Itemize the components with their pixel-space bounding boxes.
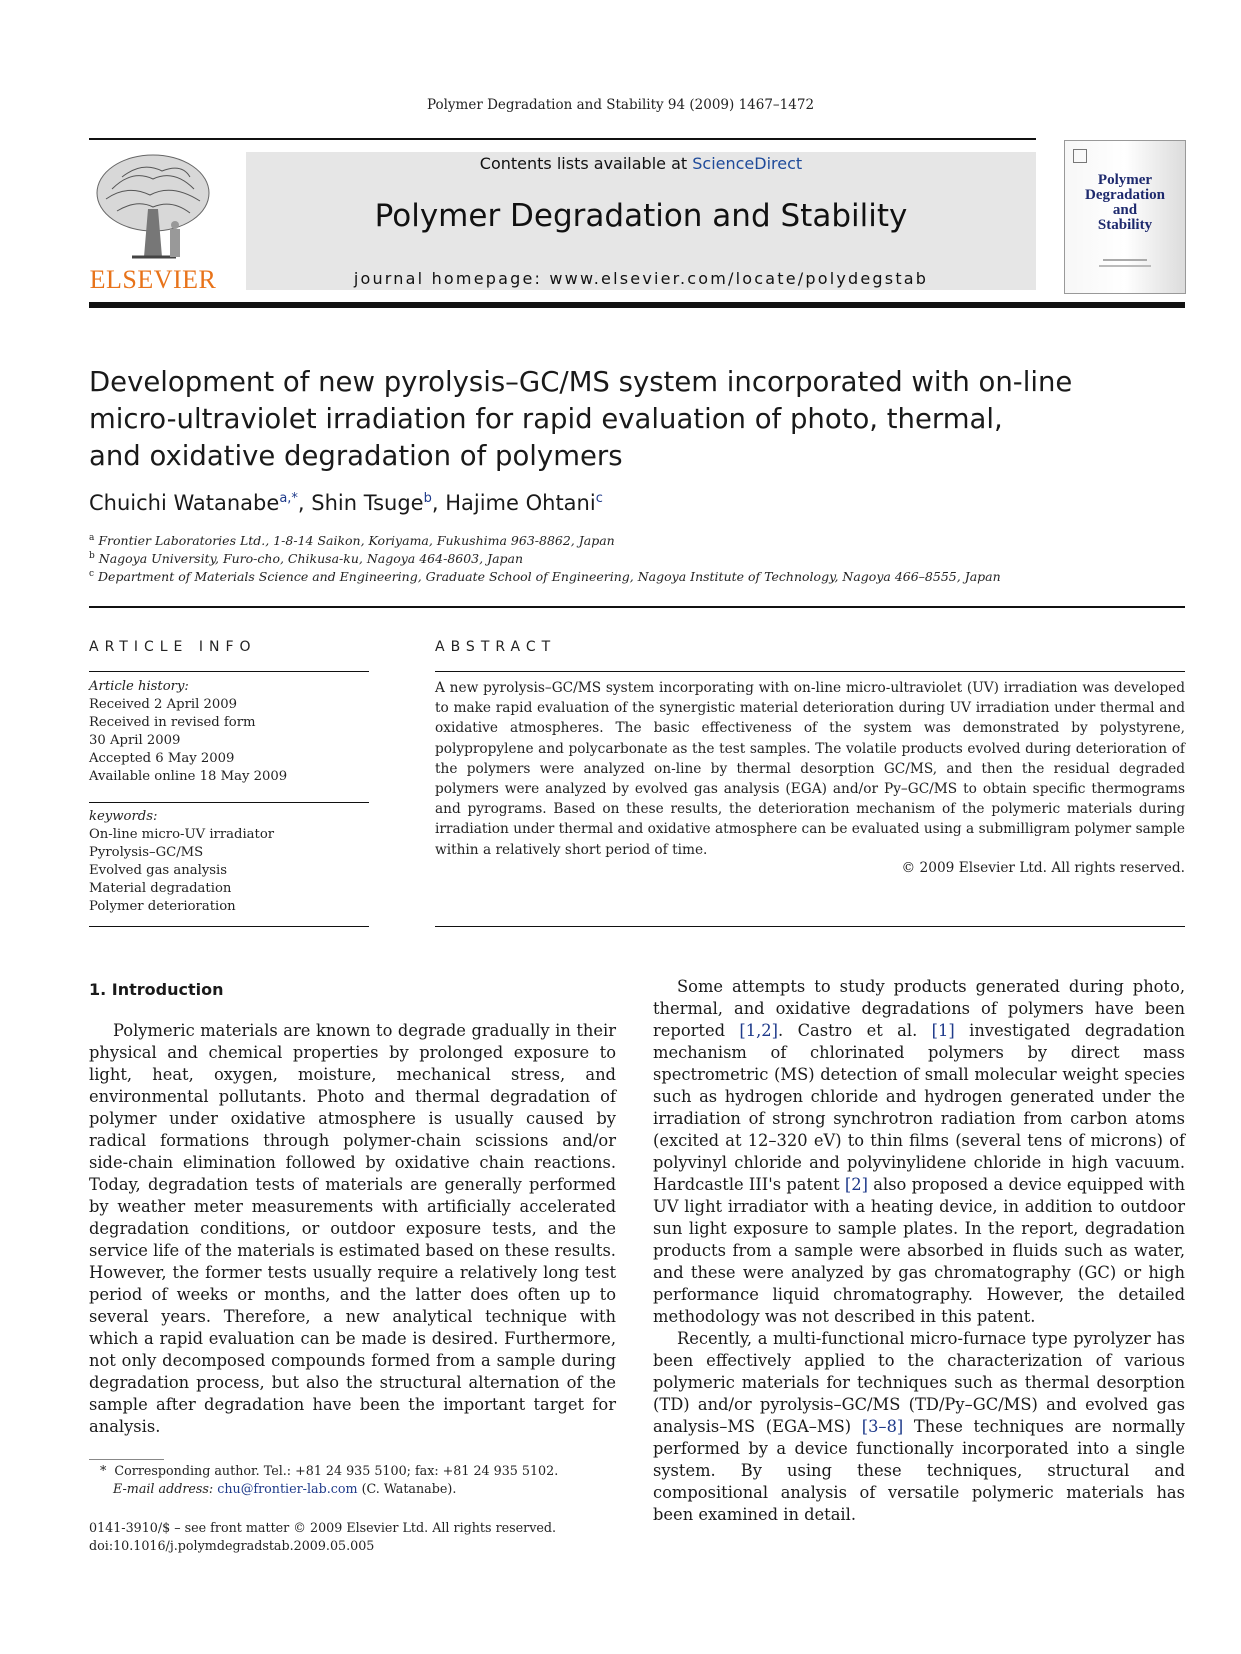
doi-line[interactable]: doi:10.1016/j.polymdegradstab.2009.05.005	[89, 1538, 375, 1553]
cover-decoration	[1099, 265, 1151, 267]
sciencedirect-link[interactable]: ScienceDirect	[692, 154, 803, 173]
cover-title-line: Degradation	[1085, 187, 1165, 203]
affiliation-marker: a	[89, 533, 95, 543]
paragraph-text: These techniques are normally performed by a device functionally incorporated into a single system. By using these techniques, structural and compositional analysis of versatile polymeric materials has been examined in detail.	[653, 1417, 1185, 1524]
email-link[interactable]: chu@frontier-lab.com	[217, 1481, 358, 1496]
elsevier-logo	[88, 149, 218, 295]
author-list: Chuichi Watanabe$^{a,*}$, Shin Tsuge$^b$, Hajime Ohtani$^c$	[89, 491, 603, 515]
keywords-rule	[89, 802, 369, 803]
intro-right-column	[653, 976, 1185, 1526]
cover-publisher-icon	[1073, 149, 1087, 163]
title-line: Development of new pyrolysis–GC/MS system incorporated with on-line	[89, 366, 1073, 398]
header-top-rule	[89, 138, 1036, 140]
keyword: Evolved gas analysis	[89, 863, 228, 878]
history-entry: Accepted 6 May 2009	[89, 751, 235, 766]
abstract-text: A new pyrolysis–GC/MS system incorporating with on-line micro-ultraviolet (UV) irradiation was developed to make rapid evaluation of the synergistic material deterioration during UV irradiation under thermal and oxidative atmospheres. The basic effectiveness of the system was demonstrated by polystyrene, polypropylene and polycarbonate as the test samples. The volatile products evolved during deterioration of the polymers were analyzed on-line by thermal desorption GC/MS, and then the residual degraded polymers were analyzed by evolved gas analysis (EGA) and/or Py–GC/MS to obtain specific thermograms and pyrograms. Based on these results, the deterioration mechanism of the polymeric materials during irradiation under thermal and oxidative atmosphere can be evaluated using a submilligram polymer sample within a relatively short period of time.	[435, 680, 1185, 858]
journal-cover-thumbnail	[1064, 140, 1186, 294]
title-line: micro-ultraviolet irradiation for rapid evaluation of photo, thermal,	[89, 403, 1003, 435]
author-name: Hajime Ohtani	[445, 491, 596, 515]
title-line: and oxidative degradation of polymers	[89, 440, 623, 472]
author-affiliation-marker[interactable]: c	[595, 491, 603, 506]
keyword: Pyrolysis–GC/MS	[89, 845, 204, 860]
email-note	[113, 1480, 456, 1498]
citation-link[interactable]: [3–8]	[861, 1417, 904, 1436]
paragraph-text: also proposed a device equipped with UV light irradiator with a heating device, in addition to outdoor sun light exposure to sample plates. In the report, degradation products from a sample were absorbed in fluids such as water, and these were analyzed by gas chromatography (GC) or high performance liquid chromatography. However, the detailed methodology was not described in this patent.	[653, 1175, 1185, 1326]
section-heading-introduction: 1. Introduction	[89, 980, 224, 999]
contents-prefix: Contents lists available at	[479, 154, 693, 173]
cover-title-line: and	[1112, 202, 1138, 218]
journal-reference: Polymer Degradation and Stability 94 (2009) 1467–1472	[426, 97, 815, 113]
journal-title: Polymer Degradation and Stability	[374, 198, 908, 234]
intro-paragraph	[653, 1328, 1185, 1526]
issn-line: 0141-3910/$ – see front matter © 2009 Elsevier Ltd. All rights reserved.	[89, 1520, 557, 1535]
footnote-rule	[89, 1459, 164, 1460]
email-label: E-mail address:	[113, 1481, 218, 1496]
intro-left-column	[89, 1020, 616, 1438]
header-bottom-rule	[89, 302, 1185, 308]
footnote-marker: *	[100, 1463, 107, 1478]
affiliation-text: Frontier Laboratories Ltd., 1-8-14 Saikon, Koriyama, Fukushima 963-8862, Japan	[98, 533, 615, 549]
citation-link[interactable]: [2]	[844, 1175, 868, 1194]
keywords-label: keywords:	[89, 809, 158, 824]
article-info-rule	[89, 671, 369, 672]
history-entry: 30 April 2009	[89, 733, 181, 748]
article-history-label: Article history:	[89, 679, 189, 694]
paragraph-text: Some attempts to study products generated during photo, thermal, and oxidative degradations of polymers have been reported	[653, 977, 1185, 1040]
contents-available-line	[246, 154, 1036, 173]
cover-decoration	[1103, 259, 1147, 261]
paragraph-text: investigated degradation mechanism of chlorinated polymers by direct mass spectrometric (MS) detection of small molecular weight species such as hydrogen chloride and hydrogen generated under the irradiation of strong synchrotron radiation from carbon atoms (excited at 12–320 eV) to thin films (several tens of microns) of polyvinyl chloride and polyvinylidene chloride in high vacuum. Hardcastle III's patent	[653, 1021, 1186, 1194]
abstract-rule	[435, 671, 1185, 672]
keyword: Polymer deterioration	[89, 899, 236, 914]
article-title	[89, 364, 1149, 475]
cover-title	[1065, 173, 1185, 233]
article-info-bottom-rule	[89, 926, 369, 927]
citation-link[interactable]: [1]	[931, 1021, 955, 1040]
corresponding-author-note	[100, 1462, 558, 1480]
paragraph-text: . Castro et al.	[778, 1021, 932, 1040]
cover-title-line: Polymer	[1097, 172, 1153, 188]
journal-banner	[246, 152, 1036, 290]
history-entry: Received 2 April 2009	[89, 697, 238, 712]
affiliation-text: Department of Materials Science and Engineering, Graduate School of Engineering, Nagoya Institute of Technology, Nagoya 466–8555, Japan	[98, 569, 1001, 585]
abstract-bottom-rule	[435, 926, 1185, 927]
author-affiliation-marker[interactable]: b	[423, 491, 432, 506]
cover-title-line: Stability	[1097, 217, 1153, 233]
article-history	[89, 678, 287, 786]
affiliation-marker: c	[89, 569, 95, 579]
elsevier-tree-icon	[92, 149, 214, 267]
citation-link[interactable]: [1,2]	[739, 1021, 779, 1040]
keyword: On-line micro-UV irradiator	[89, 827, 275, 842]
paragraph-text: Recently, a multi-functional micro-furnace type pyrolyzer has been effectively applied to the characterization of various polymeric materials for techniques such as thermal desorption (TD) and/or pyrolysis–GC/MS (TD/Py–GC/MS) and evolved gas analysis–MS (EGA–MS)	[653, 1329, 1185, 1436]
history-entry: Available online 18 May 2009	[89, 769, 288, 784]
affiliation	[89, 533, 615, 548]
email-suffix: (C. Watanabe).	[357, 1481, 457, 1496]
affiliation-rule	[89, 606, 1185, 608]
article-info-heading: ARTICLE INFO	[89, 639, 257, 655]
author-name: Shin Tsuge	[311, 491, 424, 515]
affiliation	[89, 569, 1001, 584]
footnote-text: Corresponding author. Tel.: +81 24 935 5100; fax: +81 24 935 5102.	[114, 1463, 559, 1478]
affiliation-text: Nagoya University, Furo-cho, Chikusa-ku, Nagoya 464-8603, Japan	[98, 551, 524, 567]
author-name: Chuichi Watanabe	[89, 491, 280, 515]
intro-paragraph: Polymeric materials are known to degrade gradually in their physical and chemical properties by prolonged exposure to light, heat, oxygen, moisture, mechanical stress, and environmental pollutants. Photo and thermal degradation of polymer under oxidative atmosphere is usually caused by radical formations through polymer-chain scissions and/or side-chain elimination followed by oxidative chain reactions. Today, degradation tests of materials are generally performed by weather meter measurements with artificially accelerated degradation conditions, or outdoor exposure tests, and the service life of the materials is estimated based on these results. However, the former tests usually require a relatively long test period of weeks or months, and the latter does often up to several years. Therefore, a new analytical technique with which a rapid evaluation can be made is desired. Furthermore, not only decomposed compounds formed from a sample during degradation process, but also the structural alternation of the sample after degradation have been the important target for analysis.	[89, 1021, 616, 1436]
journal-homepage[interactable]: journal homepage: www.elsevier.com/locate/polydegstab	[353, 269, 929, 288]
history-entry: Received in revised form	[89, 715, 256, 730]
abstract-heading: ABSTRACT	[435, 639, 557, 655]
abstract-copyright: © 2009 Elsevier Ltd. All rights reserved.	[901, 860, 1185, 876]
elsevier-wordmark: ELSEVIER	[89, 265, 217, 294]
affiliation-marker: b	[89, 551, 95, 561]
keyword: Material degradation	[89, 881, 232, 896]
keywords-block	[89, 808, 274, 916]
author-affiliation-marker[interactable]: a,*	[279, 491, 298, 506]
intro-paragraph	[653, 976, 1185, 1328]
affiliation	[89, 551, 523, 566]
